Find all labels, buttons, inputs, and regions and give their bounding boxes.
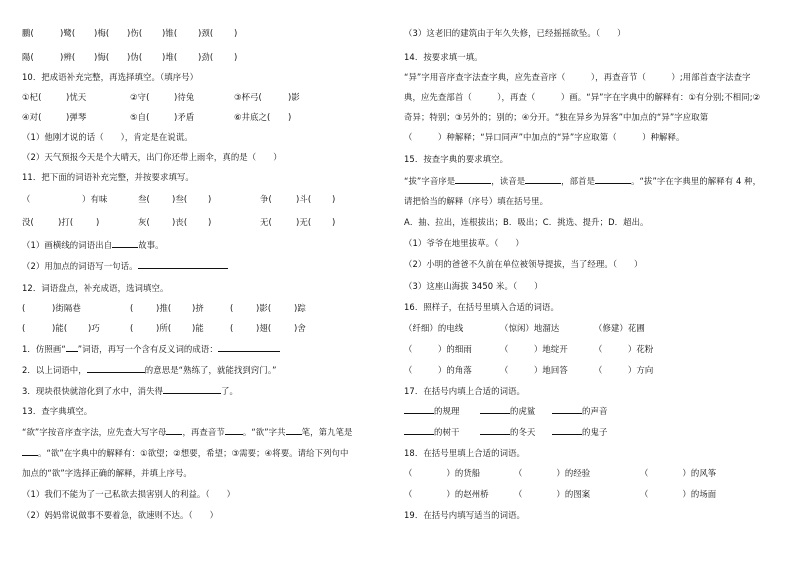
q13-line-b: 。“欲”在字典中的解释有：①欲望；②想要，希望；③需要；④将要。请给下列句中 bbox=[22, 447, 349, 460]
q11-sub-1: （1）画横线的词语出自 故事。 bbox=[22, 240, 164, 250]
q15-line-a: “拔”字音序是 ，读音是 ，部首是 。“拔”字在字典里的解释有 4 种， bbox=[404, 176, 762, 186]
q14-title: 14．按要求填一填。 bbox=[404, 52, 483, 62]
q14-line-d: （ ）种解释；“异口同声”中加点的“异”字应取第（ ）种解释。 bbox=[404, 132, 685, 142]
q10-sub-1: （1）他刚才说的话（ ），肯定是在说谎。 bbox=[22, 132, 193, 142]
q15-sub-3: （3）这座山海拔 3450 米。（ ） bbox=[404, 281, 543, 291]
q10-title: 10．把成语补充完整，再选择填空。（填序号） bbox=[22, 72, 199, 82]
q13-line-a: “欲”字按音序查字法，应先查大写字母 ，再查音节 。“欲”字共 笔，第九笔是 bbox=[22, 427, 353, 437]
q12-sub-2: 2．以上词语中， 的意思是“熟练了，就能找到窍门。” bbox=[22, 365, 277, 375]
q19-title: 19．在括号内填写适当的词语。 bbox=[404, 510, 526, 520]
worksheet-page: 鵬( )鹭( )梅( )伤( )锥( )颈( ) 陽( )辨( )悔( )伪( )堆( )劲( ) 10．把成语补充完整，再选择填空。（填序号） ①杞( )忧天 ②守( )待兔 ③杯弓( )影 ④对( )弹琴 ⑤自( )矛盾 ⑥井底之( ) （1）他刚才说的话（ ），肯定是在说谎。 （2）天气预报今天是个大晴天，出门你还带上雨伞，真的是（ ） 11．把下面的词语补充完整，并按要求填写。 （ ）有味 叁( )叁( ) 争( )斗( ) 没( )打( ) 灰( )丧( ) 无( )无( ) （1）画横线的词语出自 故事。 （2）用加点的词语写一句话。 12．词语盘点，补充成语，选词填空。 ( )街隔巷 ( )推( )挤 ( )影( )踪 ( )能( )巧 ( )所( )能 ( )翅( )舍 1．仿照画“ ”词语，再写一个含有反义词的成语： 2．以上词语中， 的意思是“熟练了，就能找到窍门。” 3．现块很快就溶化到了水中，消失得 了。 13．查字典填空。 “欲”字按音序查字法，应先查大写字母 ，再查音节 。“欲”字共 笔，第九笔是 。“欲”在字典中的解释有：①欲望；②想要，希望；③需要；④将要。请给下列句中 加点的“欲”字选择正确的解释，并填上序号。 （1）我们不能为了一己私欲去损害别人的利益。（ ） （2）妈妈常说做事不要着急，欲速则不达。（ ） （3）这老旧的建筑由于年久失修，已经摇摇欲坠。（ ） 14．按要求填一填。 “异”字用音序查字法查字典，应先查音序（ ），再查音节（ ）;用部首查字法查字 典，应先查部首（ ），再查（ ）画。“异”字在字典中的解释有：①有分别;不相同;② 奇异；特别；③另外的；别的；④分开。“独在异乡为异客”中加点的“异”字应取第 （ ）种解释；“异口同声”中加点的“异”字应取第（ ）种解释。 15．按查字典的要求填空。 “拔”字音序是 ，读音是 ，部首是 。“拔”字在字典里的解释有 4 种， 请把恰当的解释（序号）填在括号里。 A．抽、拉出，连根拔出；B．吸出；C．挑选、提升；D．超出。 （1）爷爷在地里拔草。（ ） （2）小明的爸爸不久前在单位被领导提拔，当了经理。（ ） （3）这座山海拔 3450 米。（ ） 16．照样子，在括号里填入合适的词语。 （纤细）的电线 （惊闲）地溜达 （修建）花圃 （ ）的细雨 （ ）地绽开 （ ）花粉 （ ）的角落 （ ）地回答 （ ）方向 17．在括号内填上合适的词语。 的规理 的虎鲨 的声音 的树干 的冬天 的鬼子 18．在括号里填上合适的词语。 （ ）的货船 （ ）的经验 （ ）的风筝 （ ）的赵州桥 （ ）的图案 （ ）的场面 19．在括号内填写适当的词语。 bbox=[22, 28, 762, 520]
q17-title: 17．在括号内填上合适的词语。 bbox=[404, 386, 526, 396]
q14-line-c: 奇异；特别；③另外的；别的；④分开。“独在异乡为异客”中加点的“异”字应取第 bbox=[404, 112, 709, 122]
q15-sub-2: （2）小明的爸爸不久前在单位被领导提拔，当了经理。（ ） bbox=[404, 259, 643, 269]
q15-line-b: 请把恰当的解释（序号）填在括号里。 bbox=[404, 196, 549, 206]
q11-sub-2: （2）用加点的词语写一句话。 bbox=[22, 260, 228, 273]
q15-sub-1: （1）爷爷在地里拔草。（ ） bbox=[404, 238, 524, 248]
q18-title: 18．在括号里填上合适的词语。 bbox=[404, 448, 526, 458]
q13-sub-1: （1）我们不能为了一己私欲去损害别人的利益。（ ） bbox=[22, 489, 236, 499]
q12-title: 12．词语盘点，补充成语，选词填空。 bbox=[22, 283, 169, 293]
q13-title: 13．查字典填空。 bbox=[22, 406, 93, 416]
q12-sub-3: 3．现块很快就溶化到了水中，消失得 了。 bbox=[22, 386, 238, 396]
q11-title: 11．把下面的词语补充完整，并按要求填写。 bbox=[22, 172, 194, 182]
q12-sub-1: 1．仿照画“ ”词语，再写一个含有反义词的成语： bbox=[22, 343, 280, 356]
q15-title: 15．按查字典的要求填空。 bbox=[404, 154, 509, 164]
q14-line-b: 典，应先查部首（ ），再查（ ）画。“异”字在字典中的解释有：①有分别;不相同;② bbox=[404, 92, 761, 102]
q13-sub-3: （3）这老旧的建筑由于年久失修，已经摇摇欲坠。（ ） bbox=[404, 28, 626, 38]
q16-title: 16．照样子，在括号里填入合适的词语。 bbox=[404, 302, 559, 312]
q15-line-c: A．抽、拉出，连根拔出；B．吸出；C．挑选、提升；D．超出。 bbox=[404, 217, 649, 227]
q13-sub-2: （2）妈妈常说做事不要着急，欲速则不达。（ ） bbox=[22, 510, 219, 520]
q13-line-c: 加点的“欲”字选择正确的解释，并填上序号。 bbox=[22, 468, 192, 478]
q14-line-a: “异”字用音序查字法查字典，应先查音序（ ），再查音节（ ）;用部首查字法查字 bbox=[404, 72, 751, 82]
q10-sub-2: （2）天气预报今天是个大晴天，出门你还带上雨伞，真的是（ ） bbox=[22, 152, 282, 162]
